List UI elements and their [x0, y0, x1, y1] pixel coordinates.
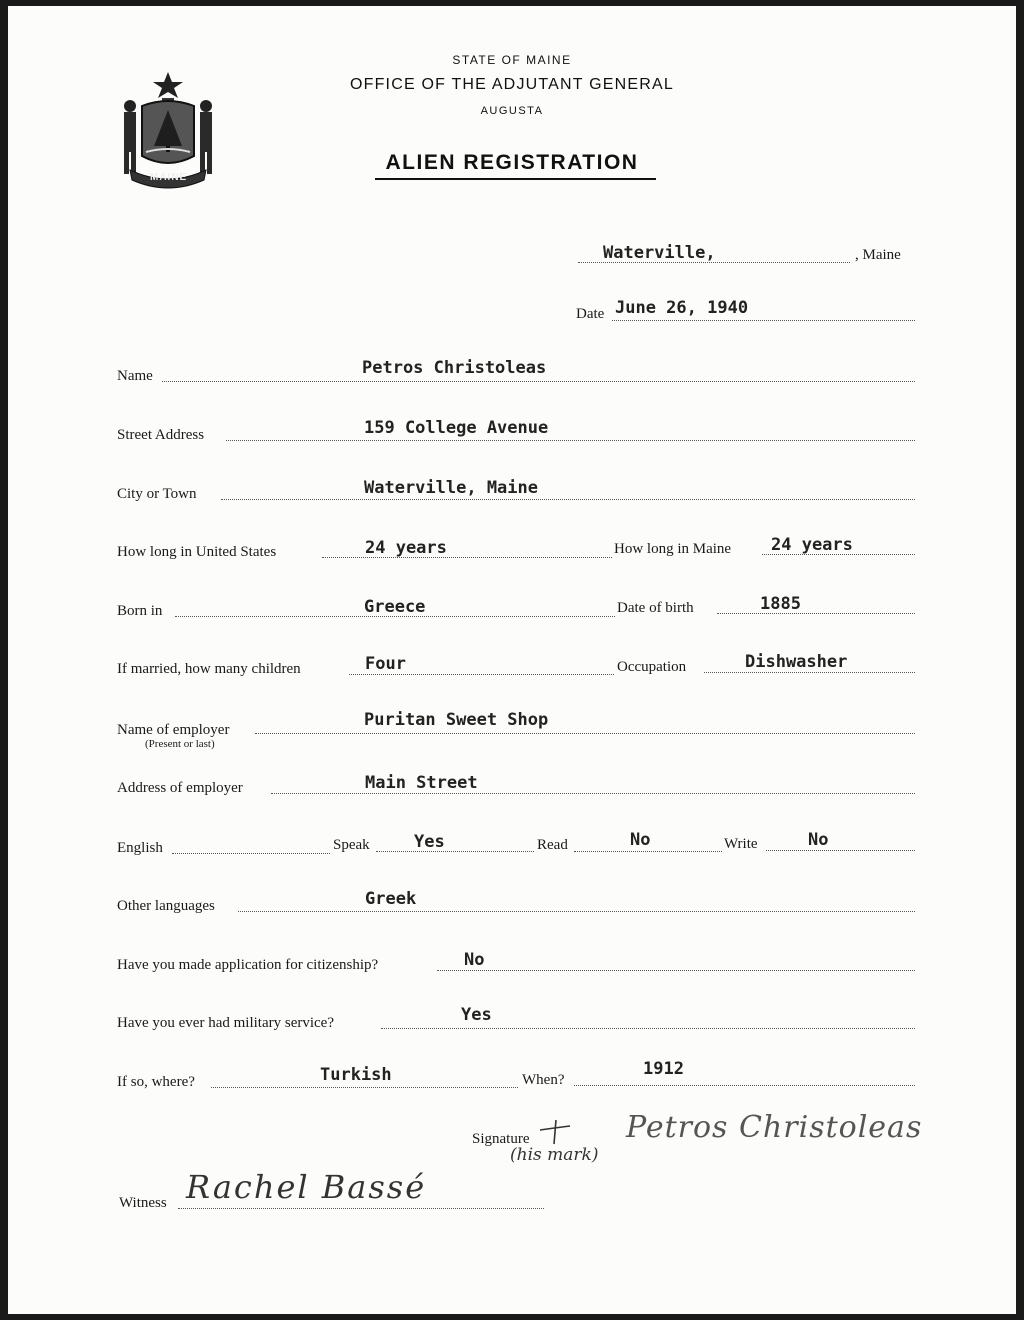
english-label: English [117, 840, 163, 856]
date-line [612, 320, 915, 321]
military-value: Yes [461, 1005, 492, 1025]
location-suffix: , Maine [855, 247, 901, 263]
write-line [766, 850, 915, 851]
born-in-value: Greece [364, 597, 426, 617]
signature-mark-note: (his mark) [510, 1145, 599, 1165]
other-languages-value: Greek [365, 889, 417, 909]
employer-address-line [271, 793, 915, 794]
employer-value: Puritan Sweet Shop [364, 710, 549, 730]
name-label: Name [117, 368, 153, 384]
read-label: Read [537, 837, 568, 853]
employer-address-label: Address of employer [117, 780, 243, 796]
where-label: If so, where? [117, 1074, 195, 1090]
employer-line [255, 733, 915, 734]
children-label: If married, how many children [117, 661, 301, 677]
citizenship-line [437, 970, 915, 971]
write-value: No [808, 830, 829, 850]
military-label: Have you ever had military service? [117, 1015, 334, 1031]
street-value: 159 College Avenue [364, 418, 549, 438]
occupation-value: Dishwasher [745, 652, 848, 672]
location-value: Waterville, [603, 243, 716, 263]
maine-years-label: How long in Maine [614, 541, 732, 557]
children-value: Four [365, 654, 406, 674]
when-value: 1912 [643, 1059, 684, 1079]
when-label: When? [522, 1072, 565, 1088]
us-years-label: How long in United States [117, 544, 277, 560]
speak-line [376, 851, 534, 852]
when-line [574, 1085, 915, 1086]
children-line [349, 674, 614, 675]
born-in-label: Born in [117, 603, 163, 619]
title-underline [375, 178, 656, 180]
where-value: Turkish [320, 1065, 392, 1085]
employer-sublabel: (Present or last) [145, 738, 215, 750]
speak-label: Speak [333, 837, 370, 853]
header-office: OFFICE OF THE ADJUTANT GENERAL [349, 76, 675, 93]
street-label: Street Address [117, 427, 205, 443]
signature-label: Signature [472, 1131, 530, 1147]
military-line [381, 1028, 915, 1029]
occupation-line [704, 672, 915, 673]
other-languages-label: Other languages [117, 898, 215, 914]
witness-value: Rachel Bassé [186, 1168, 427, 1206]
date-label: Date [576, 306, 605, 322]
read-value: No [630, 830, 651, 850]
maine-years-value: 24 years [771, 535, 853, 555]
name-value: Petros Christoleas [362, 358, 547, 378]
signature-value: Petros Christoleas [626, 1110, 923, 1145]
speak-value: Yes [414, 832, 445, 852]
seal-banner-text: MAINE [150, 172, 188, 183]
date-value: June 26, 1940 [615, 298, 749, 318]
birth-date-value: 1885 [760, 594, 801, 614]
citizenship-label: Have you made application for citizenship? [117, 957, 379, 973]
employer-label: Name of employer [117, 722, 230, 738]
where-line [211, 1087, 518, 1088]
signature-cross-mark-icon [536, 1118, 574, 1148]
header-state: STATE OF MAINE [452, 53, 572, 67]
street-line [226, 440, 915, 441]
city-line [221, 499, 915, 500]
birth-date-line [717, 613, 915, 614]
citizenship-value: No [464, 950, 485, 970]
header-city: AUGUSTA [480, 105, 544, 117]
name-line [162, 381, 915, 382]
employer-address-value: Main Street [365, 773, 478, 793]
witness-line [178, 1208, 544, 1209]
english-line [172, 853, 330, 854]
city-value: Waterville, Maine [364, 478, 538, 498]
occupation-label: Occupation [617, 659, 687, 675]
birth-date-label: Date of birth [617, 600, 694, 616]
read-line [574, 851, 722, 852]
us-years-value: 24 years [365, 538, 447, 558]
other-languages-line [238, 911, 915, 912]
form-title: ALIEN REGISTRATION [385, 151, 639, 174]
city-label: City or Town [117, 486, 197, 502]
write-label: Write [724, 836, 758, 852]
witness-label: Witness [119, 1195, 167, 1211]
